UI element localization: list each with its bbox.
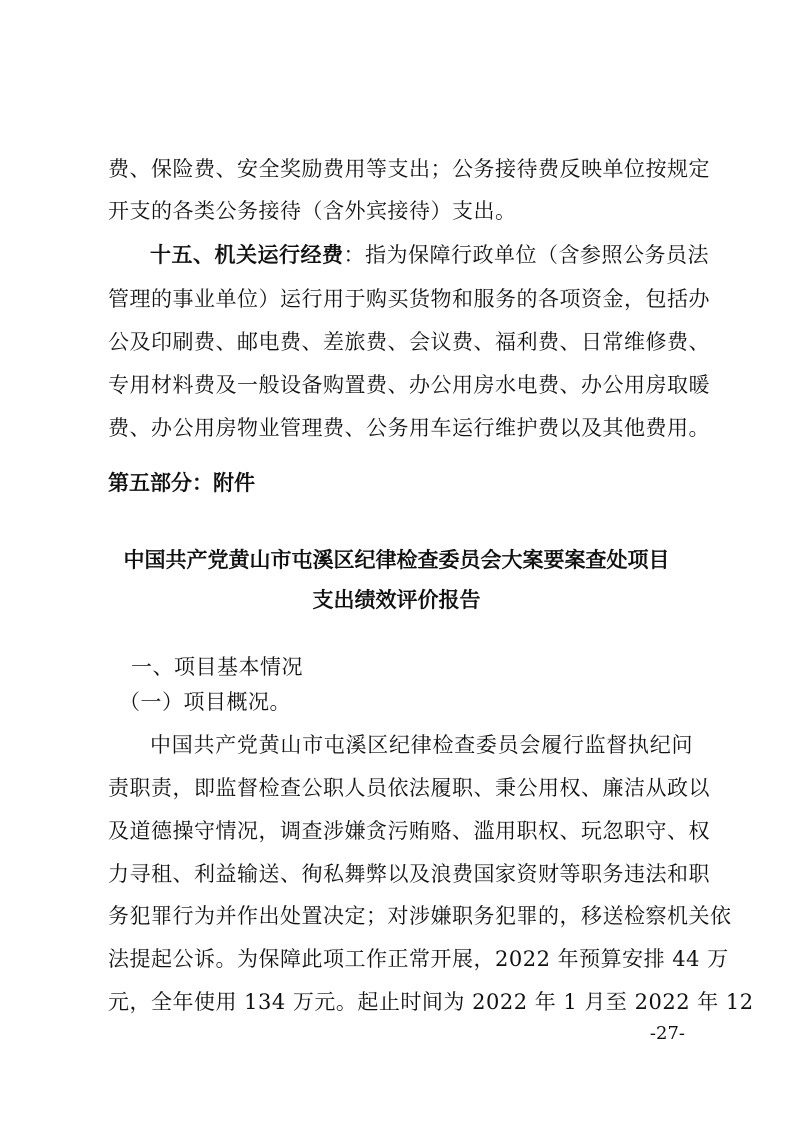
report-title-line1: 中国共产党黄山市屯溪区纪律检查委员会大案要案查处项目 [123,548,670,572]
paragraph-line: 费、保险费、安全奖励费用等支出；公务接待费反映单位按规定 [108,157,710,181]
paragraph-line: 及道德操守情况，调查涉嫌贪污贿赂、滥用职权、玩忽职守、权 [108,819,710,843]
paragraph-line: 元，全年使用 134 万元。起止时间为 2022 年 1 月至 2022 年 12 [108,990,754,1014]
paragraph-line: 务犯罪行为并作出处置决定；对涉嫌职务犯罪的，移送检察机关依 [108,904,732,928]
part5-heading: 第五部分：附件 [108,471,255,495]
paragraph-line: 力寻租、利益输送、徇私舞弊以及浪费国家资财等职务违法和职 [108,862,710,886]
section1-subheading: （一）项目概况。 [119,690,291,714]
paragraph-line: 法提起公诉。为保障此项工作正常开展，2022 年预算安排 44 万 [108,947,729,971]
paragraph-line: 公及印刷费、邮电费、差旅费、会议费、福利费、日常维修费、 [108,330,710,354]
paragraph-line: 开支的各类公务接待（含外宾接待）支出。 [108,199,517,223]
paragraph-line: 中国共产党黄山市屯溪区纪律检查委员会履行监督执纪问 [150,733,693,757]
item15-term: 十五、机关运行经费 [150,243,344,267]
report-title-line2: 支出绩效评价报告 [312,588,481,612]
item15-first-line-rest: ：指为保障行政单位（含参照公务员法 [343,243,709,267]
page-number: -27- [649,1023,685,1044]
paragraph-line: 专用材料费及一般设备购置费、办公用房水电费、办公用房取暖 [108,373,710,397]
item15-first-line [150,237,709,273]
paragraph-line: 管理的事业单位）运行用于购买货物和服务的各项资金，包括办 [108,287,710,311]
section1-heading: 一、项目基本情况 [131,655,303,679]
paragraph-line: 费、办公用房物业管理费、公务用车运行维护费以及其他费用。 [108,416,710,440]
paragraph-line: 责职责，即监督检查公职人员依法履职、秉公用权、廉洁从政以 [108,776,710,800]
